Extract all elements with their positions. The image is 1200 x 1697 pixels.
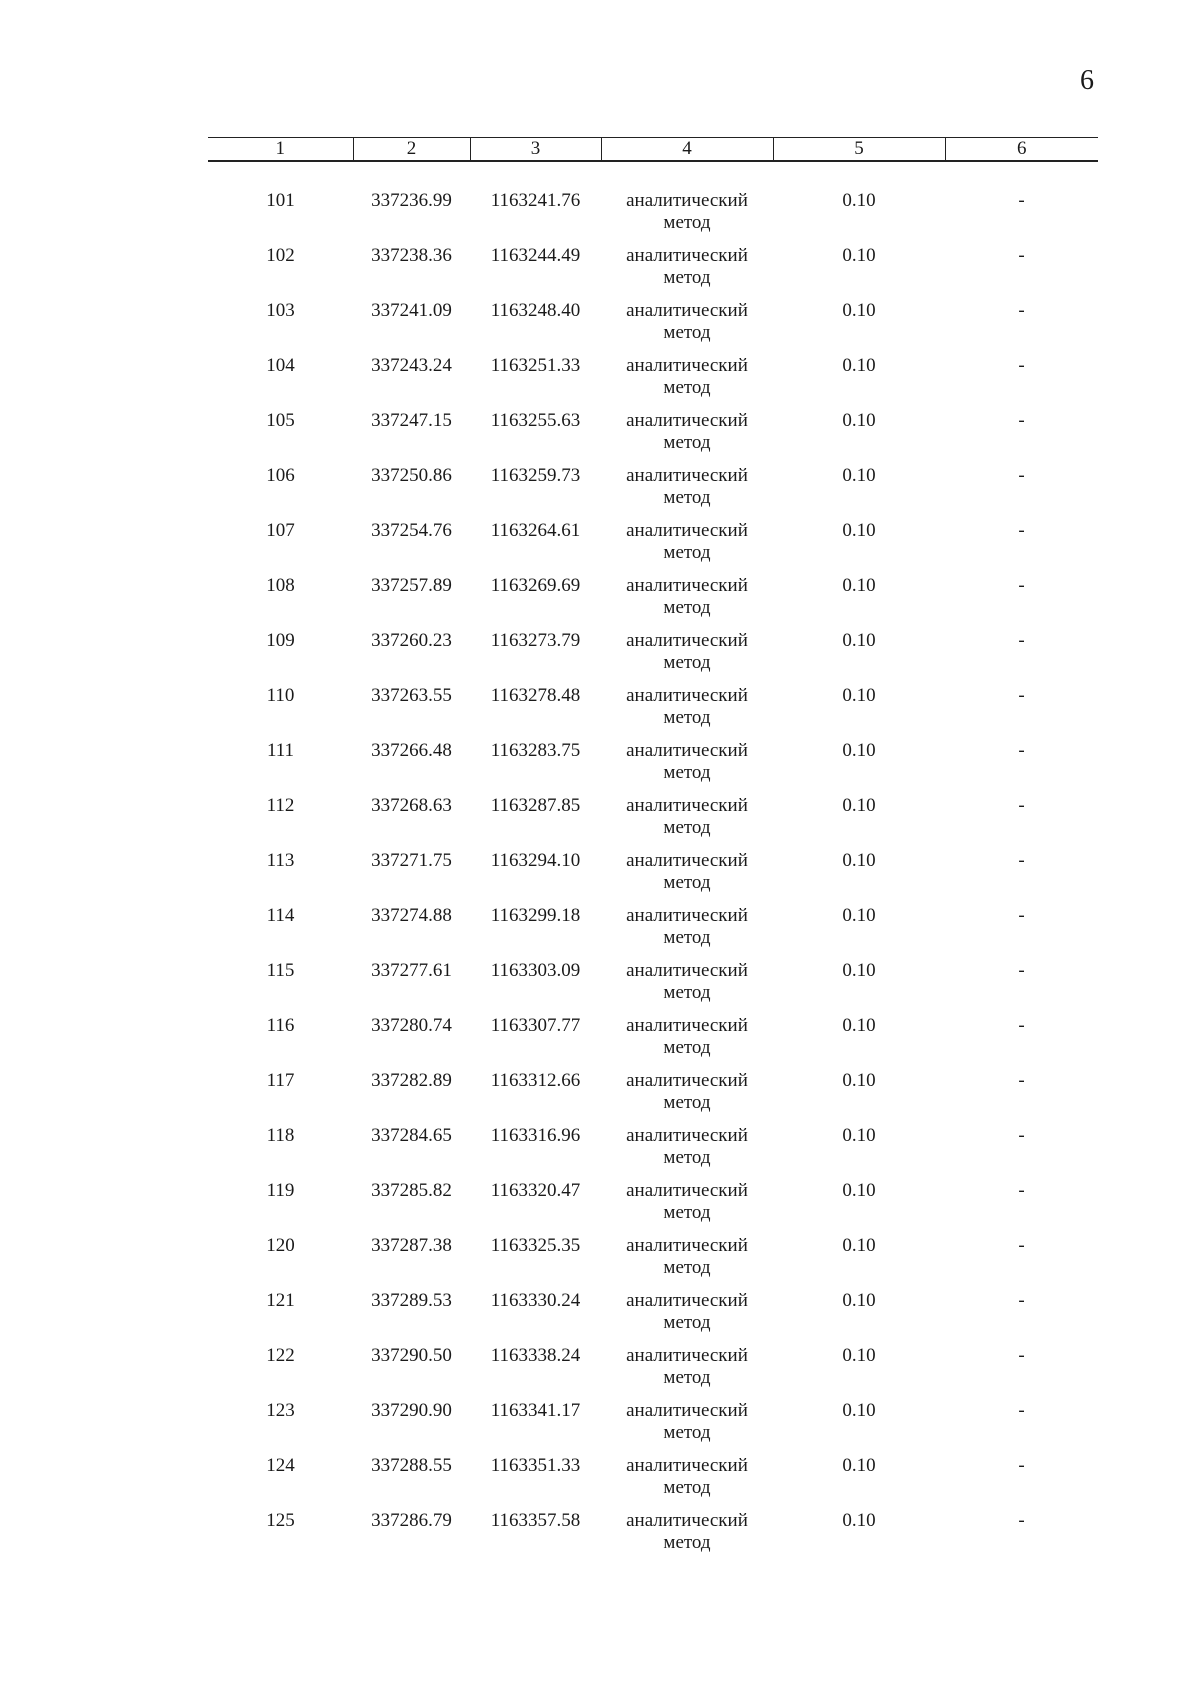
table-row xyxy=(208,740,1098,795)
point-number-cell: 115 xyxy=(266,960,295,981)
table-row xyxy=(208,410,1098,465)
table-row xyxy=(208,300,1098,355)
method-cell xyxy=(601,520,773,564)
accuracy-cell: 0.10 xyxy=(842,1235,876,1256)
x-coordinate-cell: 337290.50 xyxy=(371,1345,452,1366)
table-row xyxy=(208,630,1098,685)
note-cell: - xyxy=(1018,190,1025,211)
x-coordinate-cell: 337289.53 xyxy=(371,1290,452,1311)
table-row xyxy=(208,1510,1098,1565)
accuracy-cell: 0.10 xyxy=(842,685,876,706)
point-number-cell: 112 xyxy=(266,795,295,816)
accuracy-cell: 0.10 xyxy=(842,1345,876,1366)
method-line-2: метод xyxy=(663,1147,711,1168)
method-line-2: метод xyxy=(663,1367,711,1388)
method-line-1: аналитический xyxy=(626,850,748,871)
note-cell: - xyxy=(1018,1180,1025,1201)
method-line-2: метод xyxy=(663,707,711,728)
x-coordinate-cell: 337286.79 xyxy=(371,1510,452,1531)
x-coordinate-cell: 337290.90 xyxy=(371,1400,452,1421)
y-coordinate-cell: 1163264.61 xyxy=(490,520,581,541)
table-row xyxy=(208,1015,1098,1070)
table-row xyxy=(208,465,1098,520)
method-line-1: аналитический xyxy=(626,300,748,321)
method-line-1: аналитический xyxy=(626,1125,748,1146)
y-coordinate-cell: 1163259.73 xyxy=(490,465,581,486)
y-coordinate-cell: 1163241.76 xyxy=(490,190,581,211)
method-line-2: метод xyxy=(663,982,711,1003)
point-number-cell: 108 xyxy=(266,575,295,596)
table-row xyxy=(208,1455,1098,1510)
point-number-cell: 107 xyxy=(266,520,295,541)
point-number-cell: 117 xyxy=(266,1070,295,1091)
table-row xyxy=(208,960,1098,1015)
accuracy-cell: 0.10 xyxy=(842,300,876,321)
method-line-2: метод xyxy=(663,487,711,508)
method-line-1: аналитический xyxy=(626,465,748,486)
y-coordinate-cell: 1163316.96 xyxy=(490,1125,581,1146)
y-coordinate-cell: 1163287.85 xyxy=(490,795,581,816)
method-cell xyxy=(601,1180,773,1224)
note-cell: - xyxy=(1018,1235,1025,1256)
table-row xyxy=(208,1125,1098,1180)
column-header: 4 xyxy=(601,138,773,162)
x-coordinate-cell: 337260.23 xyxy=(371,630,452,651)
method-line-1: аналитический xyxy=(626,410,748,431)
x-coordinate-cell: 337268.63 xyxy=(371,795,452,816)
column-header-table xyxy=(208,137,1098,162)
y-coordinate-cell: 1163294.10 xyxy=(490,850,581,871)
point-number-cell: 110 xyxy=(266,685,295,706)
method-cell xyxy=(601,465,773,509)
accuracy-cell: 0.10 xyxy=(842,795,876,816)
method-line-2: метод xyxy=(663,212,711,233)
x-coordinate-cell: 337243.24 xyxy=(371,355,452,376)
method-line-1: аналитический xyxy=(626,740,748,761)
y-coordinate-cell: 1163320.47 xyxy=(490,1180,581,1201)
method-line-1: аналитический xyxy=(626,795,748,816)
note-cell: - xyxy=(1018,520,1025,541)
method-line-1: аналитический xyxy=(626,960,748,981)
method-line-1: аналитический xyxy=(626,1015,748,1036)
method-line-2: метод xyxy=(663,1312,711,1333)
method-line-2: метод xyxy=(663,762,711,783)
table-row xyxy=(208,355,1098,410)
table-row xyxy=(208,905,1098,960)
table-row xyxy=(208,850,1098,905)
note-cell: - xyxy=(1018,245,1025,266)
column-header-row xyxy=(208,138,1098,162)
note-cell: - xyxy=(1018,300,1025,321)
x-coordinate-cell: 337263.55 xyxy=(371,685,452,706)
method-line-1: аналитический xyxy=(626,685,748,706)
note-cell: - xyxy=(1018,1400,1025,1421)
x-coordinate-cell: 337266.48 xyxy=(371,740,452,761)
method-line-1: аналитический xyxy=(626,905,748,926)
x-coordinate-cell: 337241.09 xyxy=(371,300,452,321)
note-cell: - xyxy=(1018,850,1025,871)
note-cell: - xyxy=(1018,685,1025,706)
column-header: 2 xyxy=(353,138,470,162)
accuracy-cell: 0.10 xyxy=(842,1455,876,1476)
accuracy-cell: 0.10 xyxy=(842,1400,876,1421)
note-cell: - xyxy=(1018,1455,1025,1476)
point-number-cell: 124 xyxy=(266,1455,295,1476)
method-cell xyxy=(601,1345,773,1389)
table-row xyxy=(208,520,1098,575)
table-row xyxy=(208,1180,1098,1235)
method-line-2: метод xyxy=(663,1477,711,1498)
method-line-2: метод xyxy=(663,1257,711,1278)
point-number-cell: 111 xyxy=(266,740,295,761)
method-line-1: аналитический xyxy=(626,1510,748,1531)
point-number-cell: 116 xyxy=(266,1015,295,1036)
method-line-2: метод xyxy=(663,1092,711,1113)
note-cell: - xyxy=(1018,1070,1025,1091)
note-cell: - xyxy=(1018,1345,1025,1366)
accuracy-cell: 0.10 xyxy=(842,1180,876,1201)
method-line-1: аналитический xyxy=(626,1290,748,1311)
table-row xyxy=(208,685,1098,740)
method-cell xyxy=(601,1290,773,1334)
note-cell: - xyxy=(1018,465,1025,486)
accuracy-cell: 0.10 xyxy=(842,1510,876,1531)
y-coordinate-cell: 1163357.58 xyxy=(490,1510,581,1531)
point-number-cell: 105 xyxy=(266,410,295,431)
accuracy-cell: 0.10 xyxy=(842,740,876,761)
method-line-2: метод xyxy=(663,377,711,398)
method-line-2: метод xyxy=(663,817,711,838)
y-coordinate-cell: 1163299.18 xyxy=(490,905,581,926)
table-row xyxy=(208,1070,1098,1125)
point-number-cell: 109 xyxy=(266,630,295,651)
note-cell: - xyxy=(1018,905,1025,926)
method-cell xyxy=(601,355,773,399)
method-cell xyxy=(601,850,773,894)
accuracy-cell: 0.10 xyxy=(842,1070,876,1091)
x-coordinate-cell: 337287.38 xyxy=(371,1235,452,1256)
y-coordinate-cell: 1163351.33 xyxy=(490,1455,581,1476)
method-line-1: аналитический xyxy=(626,1070,748,1091)
method-line-2: метод xyxy=(663,542,711,563)
column-header: 3 xyxy=(470,138,601,162)
accuracy-cell: 0.10 xyxy=(842,850,876,871)
method-line-2: метод xyxy=(663,432,711,453)
accuracy-cell: 0.10 xyxy=(842,905,876,926)
table-row xyxy=(208,190,1098,245)
method-line-1: аналитический xyxy=(626,1400,748,1421)
note-cell: - xyxy=(1018,410,1025,431)
method-cell xyxy=(601,630,773,674)
point-number-cell: 114 xyxy=(266,905,295,926)
note-cell: - xyxy=(1018,630,1025,651)
method-line-1: аналитический xyxy=(626,1455,748,1476)
method-line-1: аналитический xyxy=(626,1345,748,1366)
note-cell: - xyxy=(1018,740,1025,761)
accuracy-cell: 0.10 xyxy=(842,190,876,211)
note-cell: - xyxy=(1018,575,1025,596)
note-cell: - xyxy=(1018,1015,1025,1036)
table-row xyxy=(208,1290,1098,1345)
accuracy-cell: 0.10 xyxy=(842,245,876,266)
method-line-1: аналитический xyxy=(626,520,748,541)
column-header: 6 xyxy=(945,138,1098,162)
method-line-1: аналитический xyxy=(626,245,748,266)
method-line-1: аналитический xyxy=(626,1235,748,1256)
method-cell xyxy=(601,1455,773,1499)
accuracy-cell: 0.10 xyxy=(842,465,876,486)
method-cell xyxy=(601,960,773,1004)
note-cell: - xyxy=(1018,1510,1025,1531)
method-cell xyxy=(601,410,773,454)
method-line-2: метод xyxy=(663,1422,711,1443)
y-coordinate-cell: 1163269.69 xyxy=(490,575,581,596)
method-line-2: метод xyxy=(663,1202,711,1223)
x-coordinate-cell: 337282.89 xyxy=(371,1070,452,1091)
column-header: 1 xyxy=(208,138,353,162)
x-coordinate-cell: 337236.99 xyxy=(371,190,452,211)
x-coordinate-cell: 337285.82 xyxy=(371,1180,452,1201)
method-line-2: метод xyxy=(663,322,711,343)
method-line-2: метод xyxy=(663,267,711,288)
method-line-1: аналитический xyxy=(626,630,748,651)
point-number-cell: 101 xyxy=(266,190,295,211)
point-number-cell: 113 xyxy=(266,850,295,871)
accuracy-cell: 0.10 xyxy=(842,630,876,651)
point-number-cell: 104 xyxy=(266,355,295,376)
table-row xyxy=(208,1400,1098,1455)
point-number-cell: 122 xyxy=(266,1345,295,1366)
y-coordinate-cell: 1163312.66 xyxy=(490,1070,581,1091)
y-coordinate-cell: 1163273.79 xyxy=(490,630,581,651)
y-coordinate-cell: 1163303.09 xyxy=(490,960,581,981)
y-coordinate-cell: 1163283.75 xyxy=(490,740,581,761)
method-cell xyxy=(601,1235,773,1279)
point-number-cell: 106 xyxy=(266,465,295,486)
accuracy-cell: 0.10 xyxy=(842,1015,876,1036)
y-coordinate-cell: 1163278.48 xyxy=(490,685,581,706)
accuracy-cell: 0.10 xyxy=(842,1290,876,1311)
accuracy-cell: 0.10 xyxy=(842,960,876,981)
method-cell xyxy=(601,575,773,619)
method-line-1: аналитический xyxy=(626,190,748,211)
point-number-cell: 123 xyxy=(266,1400,295,1421)
method-line-2: метод xyxy=(663,1037,711,1058)
x-coordinate-cell: 337280.74 xyxy=(371,1015,452,1036)
x-coordinate-cell: 337257.89 xyxy=(371,575,452,596)
method-cell xyxy=(601,1070,773,1114)
x-coordinate-cell: 337284.65 xyxy=(371,1125,452,1146)
method-cell xyxy=(601,740,773,784)
y-coordinate-cell: 1163244.49 xyxy=(490,245,581,266)
method-cell xyxy=(601,1510,773,1554)
table-row xyxy=(208,245,1098,300)
coordinate-rows xyxy=(208,190,1098,1565)
x-coordinate-cell: 337250.86 xyxy=(371,465,452,486)
table-row xyxy=(208,1235,1098,1290)
x-coordinate-cell: 337274.88 xyxy=(371,905,452,926)
point-number-cell: 102 xyxy=(266,245,295,266)
table-row xyxy=(208,795,1098,850)
method-cell xyxy=(601,300,773,344)
method-line-2: метод xyxy=(663,597,711,618)
column-header: 5 xyxy=(773,138,945,162)
method-line-2: метод xyxy=(663,872,711,893)
method-cell xyxy=(601,795,773,839)
page-number: 6 xyxy=(1080,65,1094,96)
note-cell: - xyxy=(1018,960,1025,981)
accuracy-cell: 0.10 xyxy=(842,410,876,431)
point-number-cell: 103 xyxy=(266,300,295,321)
method-line-2: метод xyxy=(663,927,711,948)
x-coordinate-cell: 337238.36 xyxy=(371,245,452,266)
point-number-cell: 120 xyxy=(266,1235,295,1256)
point-number-cell: 119 xyxy=(266,1180,295,1201)
accuracy-cell: 0.10 xyxy=(842,1125,876,1146)
x-coordinate-cell: 337247.15 xyxy=(371,410,452,431)
x-coordinate-cell: 337277.61 xyxy=(371,960,452,981)
method-cell xyxy=(601,1015,773,1059)
y-coordinate-cell: 1163325.35 xyxy=(490,1235,581,1256)
note-cell: - xyxy=(1018,1125,1025,1146)
table-row xyxy=(208,575,1098,630)
y-coordinate-cell: 1163338.24 xyxy=(490,1345,581,1366)
accuracy-cell: 0.10 xyxy=(842,355,876,376)
table-row xyxy=(208,1345,1098,1400)
method-line-2: метод xyxy=(663,652,711,673)
note-cell: - xyxy=(1018,795,1025,816)
y-coordinate-cell: 1163248.40 xyxy=(490,300,581,321)
point-number-cell: 125 xyxy=(266,1510,295,1531)
note-cell: - xyxy=(1018,355,1025,376)
method-line-1: аналитический xyxy=(626,575,748,596)
accuracy-cell: 0.10 xyxy=(842,520,876,541)
y-coordinate-cell: 1163255.63 xyxy=(490,410,581,431)
method-cell xyxy=(601,1400,773,1444)
method-cell xyxy=(601,905,773,949)
method-cell xyxy=(601,190,773,234)
accuracy-cell: 0.10 xyxy=(842,575,876,596)
method-cell xyxy=(601,1125,773,1169)
x-coordinate-cell: 337254.76 xyxy=(371,520,452,541)
method-line-1: аналитический xyxy=(626,355,748,376)
y-coordinate-cell: 1163307.77 xyxy=(490,1015,581,1036)
method-line-1: аналитический xyxy=(626,1180,748,1201)
method-cell xyxy=(601,685,773,729)
y-coordinate-cell: 1163330.24 xyxy=(490,1290,581,1311)
y-coordinate-cell: 1163251.33 xyxy=(490,355,581,376)
point-number-cell: 121 xyxy=(266,1290,295,1311)
note-cell: - xyxy=(1018,1290,1025,1311)
point-number-cell: 118 xyxy=(266,1125,295,1146)
method-line-2: метод xyxy=(663,1532,711,1553)
x-coordinate-cell: 337288.55 xyxy=(371,1455,452,1476)
x-coordinate-cell: 337271.75 xyxy=(371,850,452,871)
y-coordinate-cell: 1163341.17 xyxy=(490,1400,581,1421)
method-cell xyxy=(601,245,773,289)
